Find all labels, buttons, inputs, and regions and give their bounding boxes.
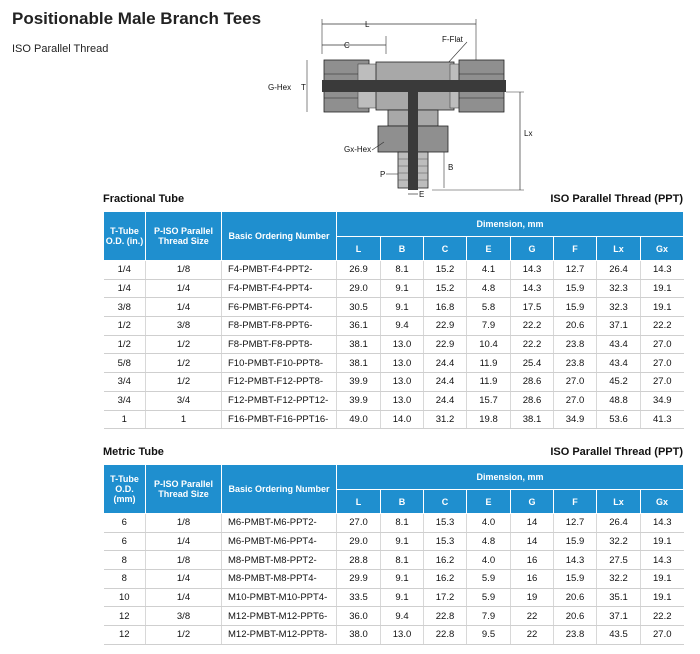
col-dim-gx: Gx [641, 237, 684, 261]
table-cell: 34.9 [554, 410, 597, 429]
table-cell: 13.0 [381, 626, 424, 645]
table-row [104, 626, 684, 645]
table-cell: 4.8 [467, 532, 511, 551]
table-cell: 37.1 [597, 607, 641, 626]
page-title: Positionable Male Branch Tees [12, 9, 262, 28]
table-cell: 27.0 [641, 335, 684, 354]
table-cell: 38.1 [337, 335, 381, 354]
table-cell: 14.3 [641, 514, 684, 533]
table-cell: 8.1 [381, 551, 424, 570]
col-dim-lx: Lx [597, 237, 641, 261]
col-ordering-number: Basic Ordering Number [222, 465, 337, 514]
table-cell: 23.8 [554, 626, 597, 645]
table-cell: 49.0 [337, 410, 381, 429]
table-row [104, 607, 684, 626]
col-dim-b: B [381, 237, 424, 261]
table-cell: 4.0 [467, 551, 511, 570]
ordering-number-cell: F12-PMBT-F12-PPT8- [222, 373, 337, 392]
col-dim-l: L [337, 490, 381, 514]
fractional-section-header [103, 193, 683, 209]
table-cell: 27.5 [597, 551, 641, 570]
table-cell: 27.0 [641, 626, 684, 645]
table-cell: 32.3 [597, 279, 641, 298]
table-cell: 13.0 [381, 391, 424, 410]
col-dimension-group: Dimension, mm [337, 465, 684, 490]
table-row [104, 551, 684, 570]
table-cell: 24.4 [424, 354, 467, 373]
table-cell: 29.0 [337, 532, 381, 551]
ordering-number-cell: F8-PMBT-F8-PPT6- [222, 317, 337, 336]
ordering-number-cell: F8-PMBT-F8-PPT8- [222, 335, 337, 354]
table-cell: 10.4 [467, 335, 511, 354]
table-cell: 19.8 [467, 410, 511, 429]
table-cell: 22 [511, 626, 554, 645]
col-dim-c: C [424, 490, 467, 514]
col-dim-gx: Gx [641, 490, 684, 514]
table-cell: 19.1 [641, 570, 684, 589]
table-cell: 11.9 [467, 354, 511, 373]
table-cell: 4.0 [467, 514, 511, 533]
table-cell: 39.9 [337, 391, 381, 410]
table-cell: 25.4 [511, 354, 554, 373]
table-cell: 39.9 [337, 373, 381, 392]
table-cell: 3/8 [104, 298, 146, 317]
table-cell: 1/4 [146, 298, 222, 317]
branch-tee-diagram [262, 14, 562, 200]
table-cell: 30.5 [337, 298, 381, 317]
col-dim-lx: Lx [597, 490, 641, 514]
table-cell: 22.9 [424, 335, 467, 354]
table-cell: 37.1 [597, 317, 641, 336]
table-cell: 15.9 [554, 532, 597, 551]
table-cell: 34.9 [641, 391, 684, 410]
table-cell: 22.2 [641, 317, 684, 336]
table-cell: 20.6 [554, 607, 597, 626]
table-cell: 9.1 [381, 298, 424, 317]
fractional-table [103, 211, 684, 429]
table-row [104, 354, 684, 373]
table-cell: 38.1 [337, 354, 381, 373]
table-cell: 1/2 [104, 335, 146, 354]
table-cell: 15.3 [424, 514, 467, 533]
table-cell: 36.0 [337, 607, 381, 626]
table-cell: 11.9 [467, 373, 511, 392]
table-cell: 14.3 [641, 551, 684, 570]
col-dim-e: E [467, 237, 511, 261]
label-p: P [380, 170, 386, 179]
col-ordering-number: Basic Ordering Number [222, 212, 337, 261]
label-f-flat: F-Flat [442, 35, 463, 44]
table-row [104, 588, 684, 607]
table-cell: 14.3 [511, 279, 554, 298]
table-cell: 1/4 [146, 279, 222, 298]
table-cell: 32.3 [597, 298, 641, 317]
table-cell: 27.0 [554, 391, 597, 410]
label-l: L [365, 20, 370, 29]
table-cell: 17.5 [511, 298, 554, 317]
table-cell: 9.1 [381, 570, 424, 589]
table-cell: 1/2 [146, 335, 222, 354]
table-cell: 22.2 [511, 317, 554, 336]
table-row [104, 410, 684, 429]
table-cell: 10 [104, 588, 146, 607]
col-dim-b: B [381, 490, 424, 514]
table-cell: 1/2 [146, 626, 222, 645]
table-cell: 43.5 [597, 626, 641, 645]
table-cell: 1/4 [104, 261, 146, 280]
table-cell: 36.1 [337, 317, 381, 336]
table-cell: 8.1 [381, 261, 424, 280]
table-cell: 6 [104, 514, 146, 533]
fractional-thread-title: ISO Parallel Thread (PPT) [550, 193, 683, 205]
table-cell: 1/8 [146, 551, 222, 570]
table-cell: 31.2 [424, 410, 467, 429]
table-cell: 14.3 [511, 261, 554, 280]
table-cell: 22 [511, 607, 554, 626]
label-c: C [344, 41, 350, 50]
table-cell: 24.4 [424, 373, 467, 392]
table-cell: 53.6 [597, 410, 641, 429]
col-dim-l: L [337, 237, 381, 261]
table-cell: 9.4 [381, 317, 424, 336]
table-cell: 1 [146, 410, 222, 429]
table-cell: 4.8 [467, 279, 511, 298]
table-cell: 33.5 [337, 588, 381, 607]
ordering-number-cell: F4-PMBT-F4-PPT4- [222, 279, 337, 298]
table-cell: 1/2 [146, 354, 222, 373]
metric-thread-title: ISO Parallel Thread (PPT) [550, 446, 683, 458]
table-cell: 12 [104, 626, 146, 645]
table-cell: 29.0 [337, 279, 381, 298]
table-cell: 1/4 [146, 588, 222, 607]
table-cell: 15.9 [554, 570, 597, 589]
col-dimension-group: Dimension, mm [337, 212, 684, 237]
table-cell: 16.2 [424, 551, 467, 570]
col-tube-od: T-Tube O.D. (mm) [104, 465, 146, 514]
table-cell: 14 [511, 514, 554, 533]
table-cell: 22.2 [641, 607, 684, 626]
table-cell: 16 [511, 551, 554, 570]
table-cell: 23.8 [554, 354, 597, 373]
table-cell: 1/8 [146, 261, 222, 280]
metric-section-header [103, 446, 683, 462]
table-cell: 5/8 [104, 354, 146, 373]
table-cell: 28.8 [337, 551, 381, 570]
table-cell: 13.0 [381, 335, 424, 354]
table-cell: 13.0 [381, 373, 424, 392]
label-b: B [448, 163, 454, 172]
table-cell: 5.8 [467, 298, 511, 317]
table-cell: 29.9 [337, 570, 381, 589]
table-cell: 16.2 [424, 570, 467, 589]
table-cell: 5.9 [467, 570, 511, 589]
table-cell: 45.2 [597, 373, 641, 392]
ordering-number-cell: M6-PMBT-M6-PPT2- [222, 514, 337, 533]
col-thread-size: P-ISO Parallel Thread Size [146, 212, 222, 261]
ordering-number-cell: F6-PMBT-F6-PPT4- [222, 298, 337, 317]
table-cell: 27.0 [641, 373, 684, 392]
table-cell: 9.4 [381, 607, 424, 626]
table-cell: 17.2 [424, 588, 467, 607]
label-gx-hex: Gx-Hex [344, 145, 372, 154]
table-cell: 9.1 [381, 588, 424, 607]
table-cell: 22.2 [511, 335, 554, 354]
table-cell: 15.7 [467, 391, 511, 410]
table-cell: 19.1 [641, 279, 684, 298]
col-dim-f: F [554, 490, 597, 514]
table-cell: 16 [511, 570, 554, 589]
table-cell: 15.2 [424, 279, 467, 298]
table-cell: 15.2 [424, 261, 467, 280]
table-cell: 15.9 [554, 279, 597, 298]
table-cell: 19.1 [641, 298, 684, 317]
table-cell: 23.8 [554, 335, 597, 354]
table-row [104, 514, 684, 533]
fractional-title: Fractional Tube [103, 193, 185, 205]
ordering-number-cell: F12-PMBT-F12-PPT12- [222, 391, 337, 410]
table-cell: 1/4 [104, 279, 146, 298]
table-cell: 13.0 [381, 354, 424, 373]
ordering-number-cell: F4-PMBT-F4-PPT2- [222, 261, 337, 280]
table-cell: 8.1 [381, 514, 424, 533]
ordering-number-cell: F16-PMBT-F16-PPT16- [222, 410, 337, 429]
table-cell: 38.0 [337, 626, 381, 645]
table-cell: 22.9 [424, 317, 467, 336]
ordering-number-cell: M8-PMBT-M8-PPT4- [222, 570, 337, 589]
table-cell: 28.6 [511, 373, 554, 392]
table-cell: 35.1 [597, 588, 641, 607]
table-cell: 1/2 [104, 317, 146, 336]
table-cell: 27.0 [641, 354, 684, 373]
table-cell: 14.3 [554, 551, 597, 570]
table-row [104, 532, 684, 551]
table-cell: 32.2 [597, 570, 641, 589]
table-cell: 20.6 [554, 317, 597, 336]
table-cell: 19 [511, 588, 554, 607]
table-cell: 14.3 [641, 261, 684, 280]
ordering-number-cell: M12-PMBT-M12-PPT6- [222, 607, 337, 626]
table-cell: 12.7 [554, 514, 597, 533]
ordering-number-cell: M6-PMBT-M6-PPT4- [222, 532, 337, 551]
col-thread-size: P-ISO Parallel Thread Size [146, 465, 222, 514]
ordering-number-cell: M8-PMBT-M8-PPT2- [222, 551, 337, 570]
table-cell: 1/2 [146, 373, 222, 392]
table-cell: 22.8 [424, 626, 467, 645]
table-cell: 9.1 [381, 279, 424, 298]
table-cell: 41.3 [641, 410, 684, 429]
metric-title: Metric Tube [103, 446, 164, 458]
label-lx: Lx [524, 129, 533, 138]
table-cell: 1 [104, 410, 146, 429]
metric-table [103, 464, 684, 645]
table-cell: 3/8 [146, 317, 222, 336]
table-cell: 26.4 [597, 514, 641, 533]
table-cell: 32.2 [597, 532, 641, 551]
table-cell: 20.6 [554, 588, 597, 607]
table-cell: 1/4 [146, 532, 222, 551]
table-cell: 15.3 [424, 532, 467, 551]
table-cell: 15.9 [554, 298, 597, 317]
table-cell: 8 [104, 570, 146, 589]
table-cell: 7.9 [467, 607, 511, 626]
table-cell: 1/8 [146, 514, 222, 533]
table-cell: 8 [104, 551, 146, 570]
table-cell: 19.1 [641, 532, 684, 551]
table-cell: 3/4 [104, 391, 146, 410]
table-cell: 3/8 [146, 607, 222, 626]
ordering-number-cell: M12-PMBT-M12-PPT8- [222, 626, 337, 645]
table-row [104, 317, 684, 336]
table-cell: 14.0 [381, 410, 424, 429]
table-cell: 14 [511, 532, 554, 551]
table-cell: 12.7 [554, 261, 597, 280]
table-cell: 7.9 [467, 317, 511, 336]
table-row [104, 570, 684, 589]
col-dim-e: E [467, 490, 511, 514]
label-e: E [419, 190, 425, 199]
table-cell: 48.8 [597, 391, 641, 410]
table-cell: 12 [104, 607, 146, 626]
table-row [104, 279, 684, 298]
table-cell: 6 [104, 532, 146, 551]
table-cell: 9.5 [467, 626, 511, 645]
ordering-number-cell: F10-PMBT-F10-PPT8- [222, 354, 337, 373]
table-cell: 27.0 [337, 514, 381, 533]
table-cell: 19.1 [641, 588, 684, 607]
table-cell: 22.8 [424, 607, 467, 626]
col-dim-f: F [554, 237, 597, 261]
table-cell: 3/4 [104, 373, 146, 392]
table-row [104, 391, 684, 410]
col-dim-c: C [424, 237, 467, 261]
table-row [104, 335, 684, 354]
ordering-number-cell: M10-PMBT-M10-PPT4- [222, 588, 337, 607]
table-cell: 26.4 [597, 261, 641, 280]
table-row [104, 261, 684, 280]
table-cell: 26.9 [337, 261, 381, 280]
col-tube-od: T-Tube O.D. (in.) [104, 212, 146, 261]
table-cell: 38.1 [511, 410, 554, 429]
table-cell: 28.6 [511, 391, 554, 410]
table-row [104, 298, 684, 317]
table-cell: 3/4 [146, 391, 222, 410]
label-g-hex: G-Hex [268, 83, 292, 92]
label-t: T [301, 83, 306, 92]
page-subtitle: ISO Parallel Thread [12, 43, 109, 55]
table-cell: 9.1 [381, 532, 424, 551]
table-cell: 43.4 [597, 335, 641, 354]
col-dim-g: G [511, 237, 554, 261]
col-dim-g: G [511, 490, 554, 514]
table-cell: 4.1 [467, 261, 511, 280]
table-cell: 1/4 [146, 570, 222, 589]
table-cell: 16.8 [424, 298, 467, 317]
table-cell: 27.0 [554, 373, 597, 392]
table-row [104, 373, 684, 392]
table-cell: 43.4 [597, 354, 641, 373]
table-cell: 5.9 [467, 588, 511, 607]
table-cell: 24.4 [424, 391, 467, 410]
